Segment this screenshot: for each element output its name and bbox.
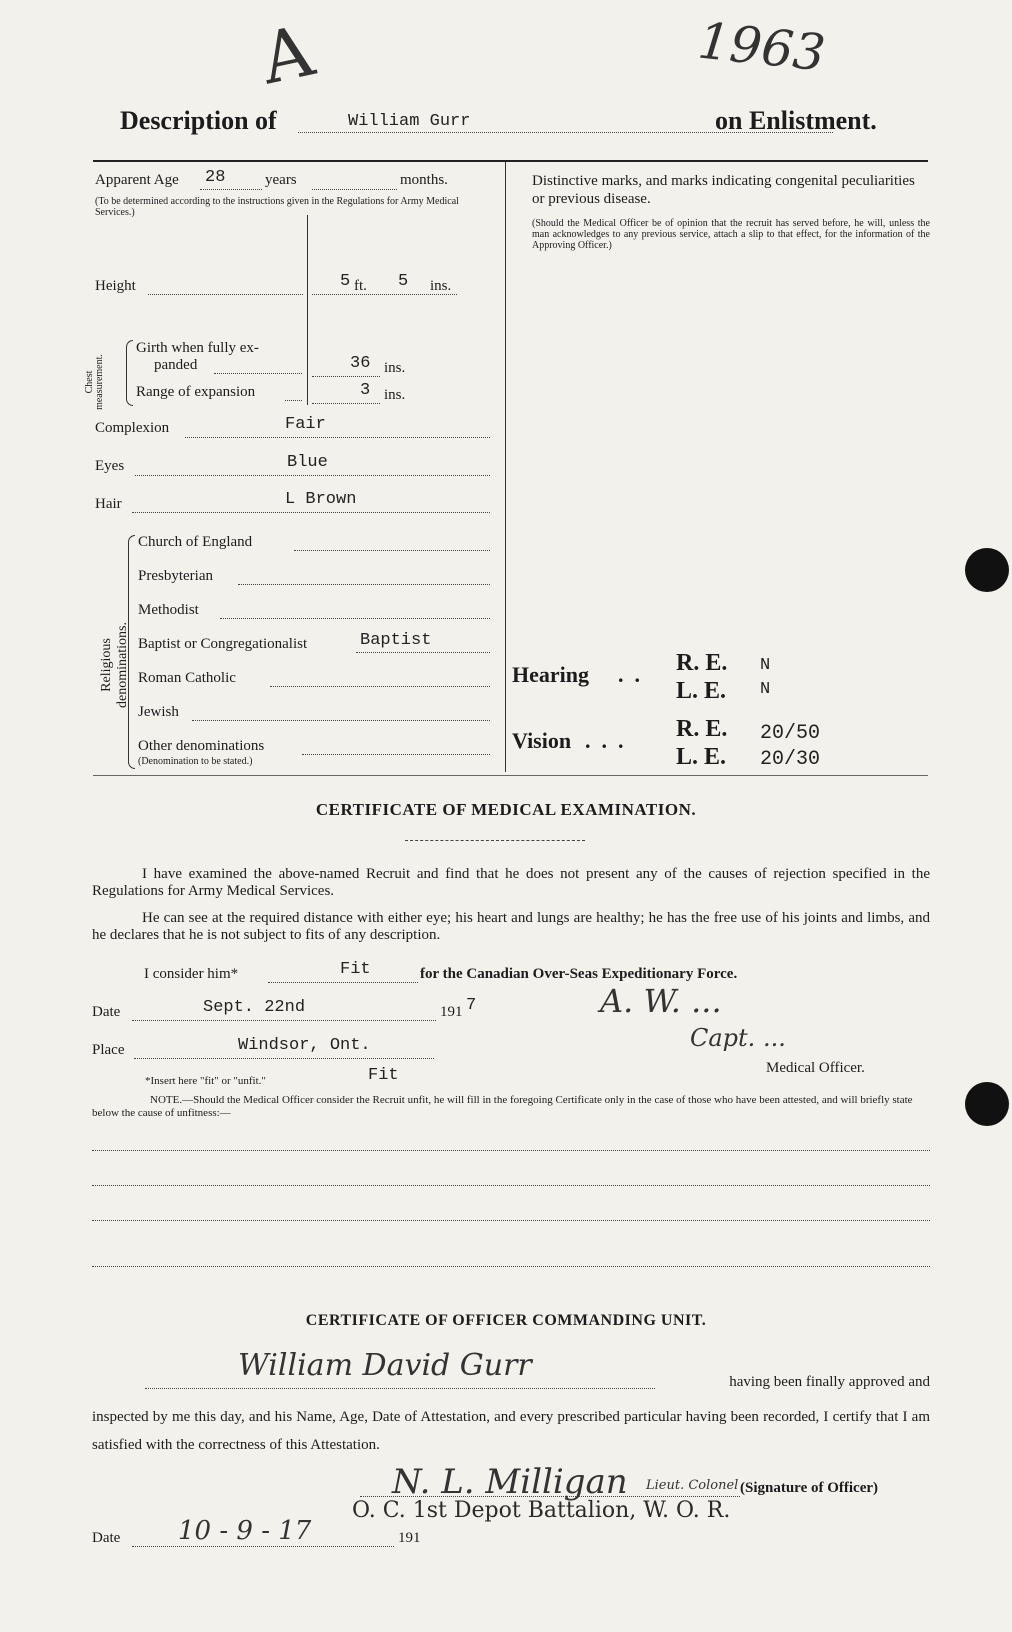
medical-date-value: Sept. 22nd	[203, 998, 306, 1017]
commanding-text-2: inspected by me this day, and his Name, Age, Date of Attestation, and every prescribed particular having been recorded, I certify that I am satisfied with the correctness of this Attestation.	[92, 1409, 930, 1453]
place-value: Windsor, Ont.	[238, 1036, 371, 1055]
insert-value: Fit	[368, 1066, 399, 1085]
signature-of-officer-label: (Signature of Officer)	[740, 1480, 879, 1496]
range-value: 3	[360, 381, 371, 400]
unfitness-line	[92, 1220, 930, 1221]
hearing-le-label: L. E.	[676, 678, 727, 704]
medical-officer-rank: Capt. ...	[690, 1024, 786, 1052]
complexion-label: Complexion	[95, 420, 170, 436]
height-ft: 5	[340, 272, 351, 291]
religion-item: Other denominations	[138, 738, 265, 754]
eyes-value: Blue	[287, 453, 328, 472]
vision-le-value: 20/30	[760, 748, 821, 771]
months-label: months.	[400, 172, 448, 188]
medical-para-1: I have examined the above-named Recruit and find that he does not present any of the causes of rejection specified in the Regulations for Army Medical Services.	[92, 866, 930, 899]
height-in: 5	[398, 272, 409, 291]
religion-other-note: (Denomination to be stated.)	[138, 756, 253, 767]
consider-post: for the Canadian Over-Seas Expeditionary Force.	[420, 966, 738, 982]
annotation-mark-left: A	[254, 9, 321, 101]
consider-pre: I consider him*	[144, 966, 239, 982]
girth-value: 36	[350, 354, 371, 373]
religion-item: Roman Catholic	[138, 670, 236, 686]
religion-side-label-1: Religious	[99, 638, 114, 692]
form-title	[120, 106, 940, 140]
girth-label-1: Girth when fully ex-	[136, 340, 259, 356]
hearing-le-value: N	[760, 680, 771, 699]
medical-officer-signature: A. W. ...	[600, 982, 722, 1020]
years-label: years	[265, 172, 297, 188]
medical-officer-label: Medical Officer.	[766, 1060, 865, 1076]
unit-stamp: O. C. 1st Depot Battalion, W. O. R.	[352, 1498, 731, 1523]
medical-date-label: Date	[92, 1004, 121, 1020]
girth-ins: ins.	[384, 360, 406, 376]
binder-hole-bottom	[965, 1082, 1009, 1126]
girth-label-2: panded	[154, 357, 198, 373]
marks-note: (Should the Medical Officer be of opinion that the recruit has served before, he will, unless the man acknowledges to any previous service, attach a slip to that effect, for the information of the Approving Officer.)	[532, 218, 930, 251]
religion-item: Presbyterian	[138, 568, 213, 584]
eyes-label: Eyes	[95, 458, 125, 474]
religion-side-label-2: denominations.	[115, 622, 130, 708]
age-value: 28	[205, 168, 226, 187]
insert-note: *Insert here "fit" or "unfit."	[145, 1075, 266, 1087]
unfitness-line	[92, 1266, 930, 1267]
binder-hole-top	[965, 548, 1009, 592]
recruit-signature: William David Gurr	[238, 1348, 532, 1383]
ins-label: ins.	[430, 278, 452, 294]
medical-year-suffix: 7	[466, 996, 477, 1015]
age-note: (To be determined according to the instructions given in the Regulations for Army Medical Services.)	[95, 196, 459, 218]
recruit-name: William Gurr	[348, 112, 471, 131]
commanding-officer-rank: Lieut. Colonel	[646, 1478, 739, 1493]
commanding-heading: CERTIFICATE OF OFFICER COMMANDING UNIT.	[305, 1312, 707, 1329]
complexion-value: Fair	[285, 415, 326, 434]
medical-para-2: He can see at the required distance with either eye; his heart and lungs are healthy; he has the free use of his joints and limbs, and he declares that he is not subject to fits of any description.	[92, 910, 930, 943]
unfitness-line	[92, 1150, 930, 1151]
religion-value: Baptist	[360, 631, 432, 650]
hearing-dots: . .	[618, 662, 640, 687]
religion-item: Church of England	[138, 534, 253, 550]
vision-label: Vision	[512, 728, 572, 753]
marks-heading: Distinctive marks, and marks indicating congenital peculiarities or previous disease.	[532, 173, 915, 207]
unfitness-line	[92, 1185, 930, 1186]
chest-side-label: Chest measurement.	[84, 354, 105, 410]
commanding-officer-signature: N. L. Milligan	[392, 1462, 628, 1502]
hearing-label: Hearing	[512, 662, 589, 687]
ft-label: ft.	[354, 278, 367, 294]
annotation-number-right: 1963	[695, 11, 828, 83]
medical-heading: CERTIFICATE OF MEDICAL EXAMINATION.	[315, 800, 697, 819]
height-label: Height	[95, 278, 136, 294]
range-ins: ins.	[384, 387, 406, 403]
commanding-date-value: 10 - 9 - 17	[178, 1516, 312, 1546]
place-label: Place	[92, 1042, 125, 1058]
commanding-text-1: having been finally approved and	[729, 1374, 930, 1390]
medical-year-prefix: 191	[440, 1004, 463, 1020]
religion-item: Baptist or Congregationalist	[138, 636, 308, 652]
hair-value: L Brown	[285, 490, 357, 509]
commanding-date-label: Date	[92, 1530, 121, 1546]
vision-dots: . . .	[585, 728, 624, 753]
religion-item: Methodist	[138, 602, 199, 618]
consider-value: Fit	[340, 960, 371, 979]
vision-re-value: 20/50	[760, 722, 821, 745]
hearing-re-label: R. E.	[676, 650, 728, 676]
age-label: Apparent Age	[95, 172, 179, 188]
title-post: on Enlistment.	[715, 106, 877, 135]
religion-item: Jewish	[138, 704, 179, 720]
range-label: Range of expansion	[136, 384, 256, 400]
vision-re-label: R. E.	[676, 716, 728, 742]
hair-label: Hair	[95, 496, 122, 512]
medical-note: NOTE.—Should the Medical Officer consider the Recruit unfit, he will fill in the foregoing Certificate only in the case of those who have been attested, and will briefly state below the cause of unfitness:—	[92, 1094, 913, 1119]
hearing-re-value: N	[760, 656, 771, 675]
vision-le-label: L. E.	[676, 744, 727, 770]
title-pre: Description of	[120, 106, 277, 135]
commanding-year-label: 191	[398, 1530, 421, 1546]
